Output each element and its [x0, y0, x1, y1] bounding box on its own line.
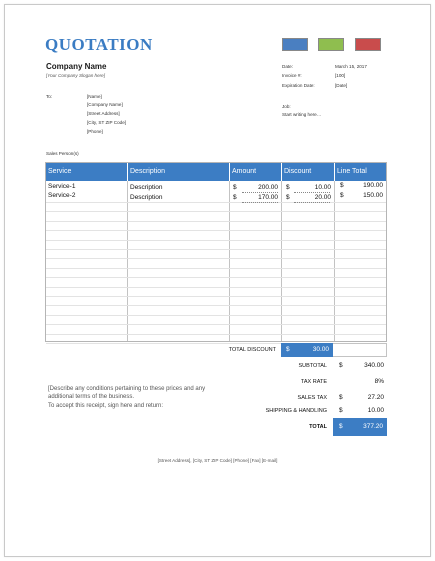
shipping-currency: $ — [339, 407, 343, 414]
blue-theme-swatch[interactable] — [282, 38, 308, 51]
col-description: Description — [130, 168, 166, 175]
green-theme-swatch[interactable] — [318, 38, 344, 51]
date-value[interactable]: March 15, 2017 — [335, 64, 367, 69]
conditions-line-2[interactable]: additional terms of the business. — [48, 394, 135, 400]
date-label: Date: — [282, 64, 293, 69]
table-gridline — [46, 296, 386, 297]
to-company[interactable]: [Company Name] — [87, 102, 123, 107]
col-amount: Amount — [232, 168, 257, 175]
row2-total-currency: $ — [340, 192, 344, 199]
table-gridline — [46, 268, 386, 269]
table-header — [46, 163, 386, 181]
subtotal-label: SUBTOTAL — [298, 363, 327, 369]
shipping-label: SHIPPING & HANDLING — [265, 408, 327, 414]
footer-contact[interactable]: [Street Address], [City, ST ZIP Code] [Phone] [Fax] [E-mail] — [157, 458, 278, 463]
row2-discount-currency: $ — [286, 194, 290, 201]
total-box — [333, 418, 387, 436]
invoice-value[interactable]: [100] — [335, 73, 346, 78]
row2-description[interactable]: Description — [130, 194, 163, 201]
row2-amount[interactable]: 170.00 — [258, 194, 278, 201]
table-gridline — [46, 249, 386, 250]
subtotal-value: 340.00 — [364, 362, 384, 369]
to-city[interactable]: [City, ST ZIP Code] — [87, 120, 127, 125]
company-name[interactable]: Company Name — [46, 62, 107, 71]
table-gridline — [46, 202, 386, 203]
row1-line-total: 190.00 — [363, 182, 383, 189]
job-value[interactable]: Start writing here… — [282, 112, 322, 117]
to-street[interactable]: [Street Address] — [87, 111, 120, 116]
row1-amount-currency: $ — [233, 184, 237, 191]
table-gridline — [46, 211, 386, 212]
total-currency: $ — [339, 423, 343, 430]
page-title: QUOTATION — [45, 35, 153, 54]
total-label: TOTAL — [309, 424, 327, 430]
col-service: Service — [48, 168, 72, 175]
row2-line-total: 150.00 — [363, 192, 383, 199]
table-gridline — [46, 221, 386, 222]
col-discount: Discount — [284, 168, 312, 175]
sales-tax-label: SALES TAX — [297, 395, 327, 401]
red-theme-swatch[interactable] — [355, 38, 381, 51]
shipping-value[interactable]: 10.00 — [367, 407, 384, 414]
col-line-total: Line Total — [337, 168, 367, 175]
conditions-line-1[interactable]: [Describe any conditions pertaining to these prices and any — [48, 386, 206, 392]
tax-rate-label: TAX RATE — [300, 379, 327, 385]
company-slogan[interactable]: [Your Company Slogan here] — [46, 73, 105, 78]
to-label: To: — [46, 94, 53, 99]
table-gridline — [46, 334, 386, 335]
row1-discount-currency: $ — [286, 184, 290, 191]
sales-tax-currency: $ — [339, 394, 343, 401]
table-gridline — [46, 305, 386, 306]
expiration-value[interactable]: [Date] — [335, 83, 348, 88]
job-label: Job: — [282, 104, 291, 109]
subtotal-currency: $ — [339, 362, 343, 369]
to-name[interactable]: [Name] — [87, 94, 102, 99]
total-discount-currency: $ — [286, 346, 290, 353]
total-discount-box — [281, 343, 333, 357]
total-value: 377.20 — [363, 423, 383, 430]
expiration-label: Expiration Date: — [282, 83, 315, 88]
row1-description[interactable]: Description — [130, 184, 163, 191]
tax-rate-value[interactable]: 8% — [374, 378, 384, 385]
invoice-label: Invoice #: — [282, 73, 302, 78]
table-gridline — [46, 287, 386, 288]
table-gridline — [46, 315, 386, 316]
row1-service[interactable]: Service-1 — [48, 183, 76, 190]
row1-total-currency: $ — [340, 182, 344, 189]
sales-tax-value: 27.20 — [367, 394, 384, 401]
table-gridline — [46, 258, 386, 259]
row2-amount-currency: $ — [233, 194, 237, 201]
table-gridline — [46, 277, 386, 278]
table-gridline — [46, 230, 386, 231]
row2-service[interactable]: Service-2 — [48, 192, 76, 199]
sales-person-label: Sales Person(s) — [46, 151, 79, 156]
row1-discount[interactable]: 10.00 — [314, 184, 331, 191]
row1-amount[interactable]: 200.00 — [258, 184, 278, 191]
to-phone[interactable]: [Phone] — [87, 129, 103, 134]
items-table — [45, 162, 387, 342]
table-gridline — [46, 324, 386, 325]
table-gridline — [46, 240, 386, 241]
total-discount-value: 30.00 — [312, 346, 329, 353]
row2-discount[interactable]: 20.00 — [314, 194, 331, 201]
acceptance-text: To accept this receipt, sign here and return: — [48, 403, 164, 409]
total-discount-label: TOTAL DISCOUNT — [228, 347, 276, 353]
